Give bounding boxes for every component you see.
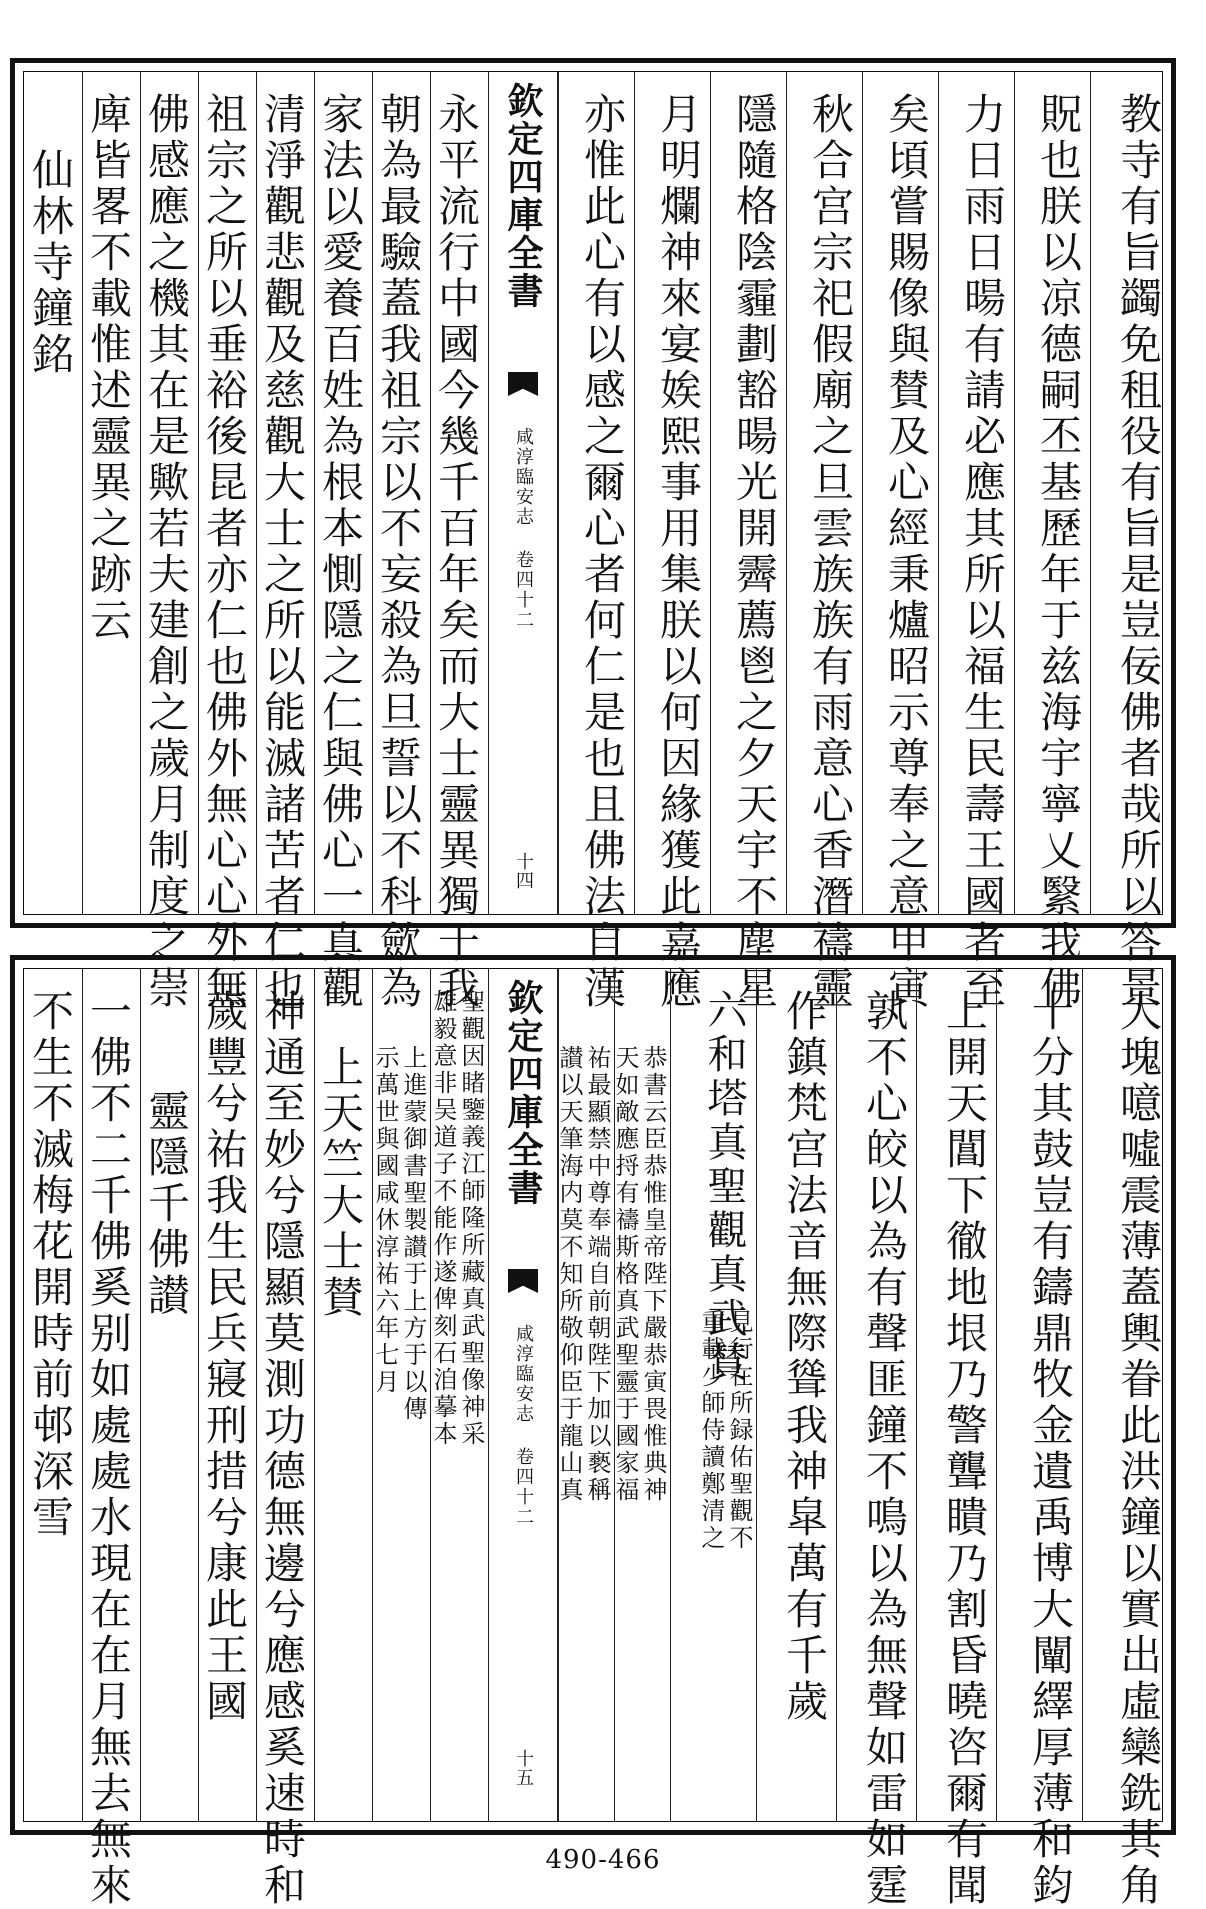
center-margin-band (488, 72, 558, 914)
text-column (634, 72, 710, 1012)
text-column (756, 969, 836, 1821)
book-info (512, 1324, 534, 1527)
collection-title: 欽定四庫全書 (502, 82, 544, 310)
text-line: 永平流行中國今幾千百年矣而大士靈異獨于我 (432, 92, 481, 1012)
note-pair (611, 969, 670, 1821)
text-line: 歲豐兮祐我生民兵寢刑措兮康此王國 (200, 989, 249, 1725)
text-column (314, 72, 372, 1012)
text-line: 亦惟此心有以感之爾心者何仁是也且佛法自漢 (578, 92, 627, 1012)
text-column (140, 72, 198, 1012)
section-title: 上天竺大士賛 (316, 1045, 365, 1321)
text-column (82, 72, 140, 914)
text-column (256, 72, 314, 1012)
page-number: 490-466 (545, 1845, 661, 1875)
text-line: 佛感應之機其在是歟若夫建創之歲月制度之崇 (142, 92, 191, 1012)
text-line: 貺也朕以凉德嗣丕基歷年于兹海宇寧乂繄我佛 (1034, 92, 1083, 1012)
text-column (140, 969, 198, 1821)
book-title: 咸淳臨安志 (513, 1324, 534, 1424)
text-column (1082, 969, 1170, 1909)
note-column (372, 969, 430, 1821)
text-column (786, 72, 862, 1012)
note-line: 祐最顯禁中尊奉端自前朝陛下加以褻稱 (583, 1045, 611, 1504)
text-line: 力日雨日暘有請必應其所以福生民壽王國者至 (958, 92, 1007, 1012)
text-column (1090, 72, 1170, 1012)
text-column (710, 72, 786, 1012)
text-column (670, 969, 756, 1821)
note-pair (373, 969, 430, 1821)
text-line: 月明爛神來宴娭熙事用集朕以何因緣獲此嘉應 (654, 92, 703, 1012)
text-column (1014, 72, 1090, 1012)
text-column (996, 969, 1082, 1909)
note-line: 見行在所録佑聖觀不 (725, 1309, 753, 1552)
note-pair (671, 969, 756, 1821)
text-column (82, 969, 140, 1909)
top-page-inner-frame (23, 71, 1163, 1012)
text-line: 一佛不二千佛奚别如處處水現在在月無去無來 (84, 989, 133, 1909)
note-column (555, 969, 614, 1821)
text-column (24, 969, 82, 1821)
top-text-columns (24, 72, 1163, 1012)
book-info (512, 427, 534, 630)
text-line: 作鎮梵宫法音無際聳我神皐萬有千歲 (780, 989, 829, 1725)
note-column (611, 969, 670, 1821)
note-line: 示萬世與國咸休淳祐六年七月 (371, 1045, 399, 1396)
fish-tail-mark-icon (508, 1269, 538, 1293)
text-column (916, 969, 996, 1909)
volume-label: 卷四十二 (513, 1447, 534, 1527)
text-line: 清淨觀悲觀及慈觀大士之所以能滅諸苦者仁也 (258, 92, 307, 1012)
note-line: 讃以天筆海内莫不知所敬仰臣于龍山真 (555, 1045, 583, 1504)
note-pair (555, 969, 614, 1821)
text-column (430, 72, 488, 1012)
text-column (198, 969, 256, 1821)
text-line: 十分其鼓豈有鑄鼎牧金遺禹博大闡繹厚薄和鈞 (1026, 989, 1075, 1909)
note-line: 上進蒙御書聖製讃于上方于以傳 (399, 1045, 427, 1423)
text-line: 孰不心皎以為有聲匪鐘不鳴以為無聲如雷如霆 (860, 989, 909, 1909)
collection-title: 欽定四庫全書 (502, 979, 544, 1207)
text-line: 祖宗之所以垂裕後昆者亦仁也佛外無心心外無 (200, 92, 249, 1012)
text-line: 隱隨格陰霾劃豁暘光開霽薦鬯之夕天宇不塵星 (730, 92, 779, 1012)
text-column (314, 969, 372, 1821)
top-page-frame (10, 58, 1176, 1012)
section-title: 仙林寺鐘銘 (26, 148, 75, 378)
text-line: 庳皆畧不載惟述靈異之跡云 (84, 92, 133, 644)
note-line: 重載少師侍讀鄭清之 (697, 1309, 725, 1552)
fish-tail-mark-icon (508, 372, 538, 396)
text-line: 不生不滅梅花開時前邨深雪 (26, 989, 75, 1541)
text-column (198, 72, 256, 1012)
volume-label: 卷四十二 (513, 550, 534, 630)
note-line: 雄毅意非吴道子不能作遂俾刻石洎摹本 (429, 989, 457, 1448)
note-line: 恭書云臣恭惟皇帝陛下嚴恭寅畏惟典神 (639, 1045, 667, 1504)
text-line: 朝為最驗蓋我祖宗以不妄殺為旦誓以不科歛為 (374, 92, 423, 1012)
note-column (430, 969, 488, 1821)
leaf-number: 十四 (513, 852, 534, 890)
text-line: 家法以愛養百姓為根本惻隱之仁與佛心一真觀 (316, 92, 365, 1012)
text-column (938, 72, 1014, 1012)
text-column (372, 72, 430, 1012)
text-column (862, 72, 938, 1012)
text-column (24, 72, 82, 914)
text-line: 秋合宫宗祀假廟之旦雲族族有雨意心香潛禱靈 (806, 92, 855, 1012)
text-line: 大塊噫噓震薄蓋輿眷此洪鐘以實出虛欒銑其角 (1114, 989, 1163, 1909)
text-column (256, 969, 314, 1909)
note-line: 天如敵應捋有禱斯格真武聖靈于國家福 (611, 1045, 639, 1504)
book-title: 咸淳臨安志 (513, 427, 534, 527)
center-margin-band (488, 969, 558, 1821)
section-title: 六和塔真聖觀真武賛 (701, 989, 747, 1385)
text-column (836, 969, 916, 1909)
text-line: 教寺有旨蠲免租役有旨是豈佞佛者哉所以答景 (1114, 92, 1163, 1012)
note-line: 聖觀因睹鑒義江師隆所藏真武聖像神采 (457, 989, 485, 1448)
text-line: 神通至妙兮隱顯莫測功德無邊兮應感奚速時和 (258, 989, 307, 1909)
text-line: 上開天閶下徹地垠乃警聾瞶乃割昏曉咨爾有聞 (940, 989, 989, 1909)
text-line: 矣頃嘗賜像與賛及心經秉爐昭示尊奉之意甲寅 (882, 92, 931, 1012)
note-pair (431, 969, 488, 1821)
text-column (558, 72, 634, 1012)
leaf-number: 十五 (513, 1749, 534, 1787)
section-title: 靈隱千佛讃 (142, 1089, 191, 1319)
